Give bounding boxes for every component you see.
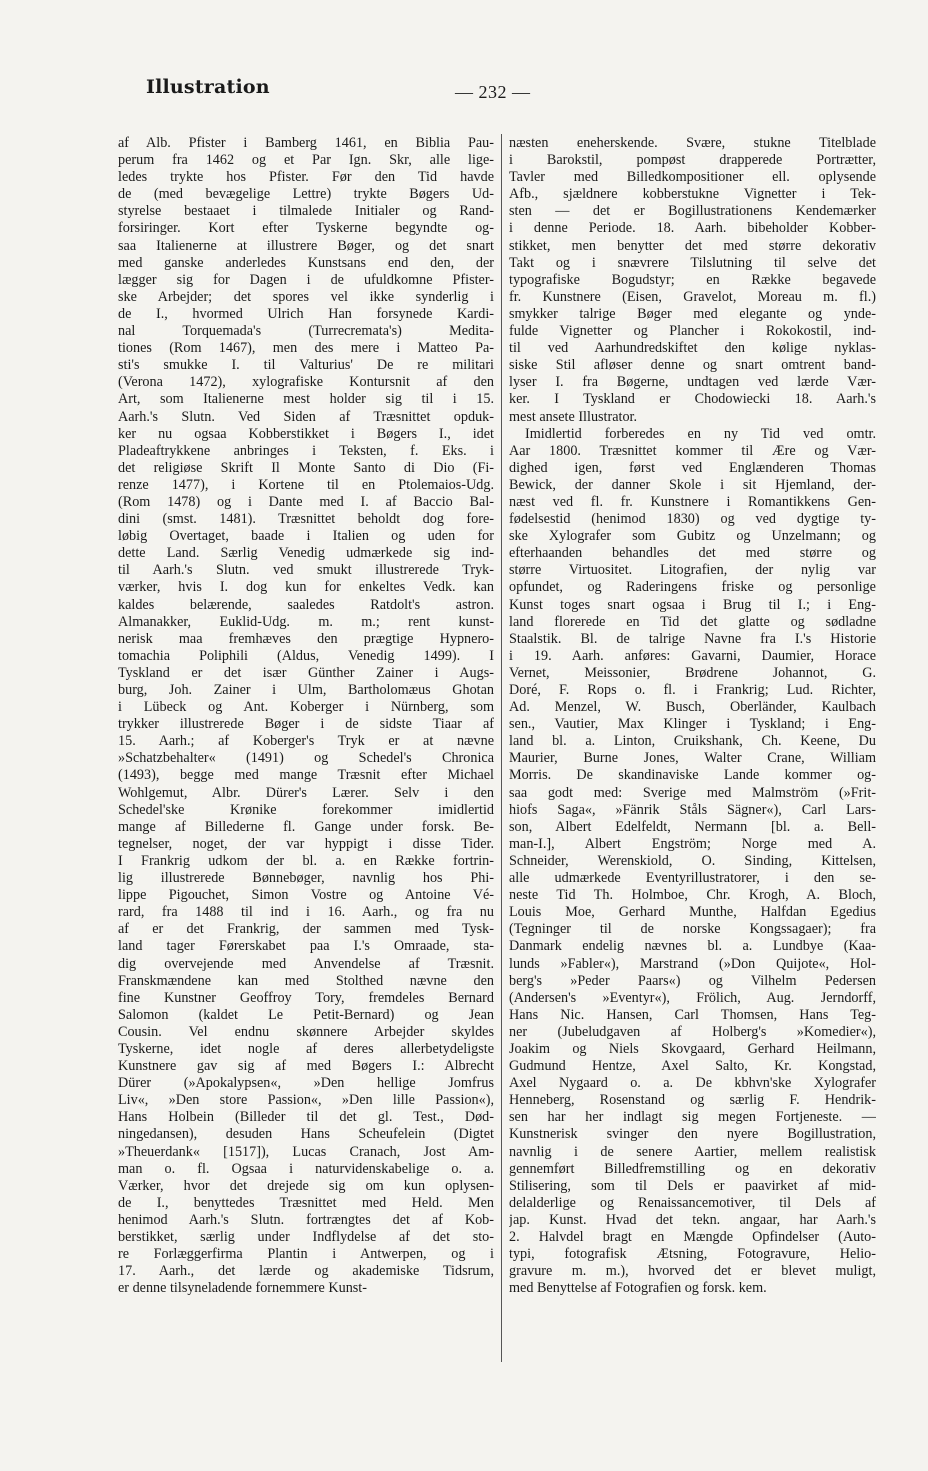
text-line: land florerede en Tid det glatte og sødladne: [509, 613, 876, 630]
text-line: Louis Moe, Gerhard Munthe, Halfdan Egedius: [509, 904, 876, 921]
text-line: Imidlertid forberedes en ny Tid ved omtr.: [525, 425, 876, 442]
text-line: berstikket, særlig under Indflydelse af det sto-: [118, 1229, 494, 1245]
text-line: fr. Kunstnere (Eisen, Gravelot, Moreau m. fl.): [509, 288, 876, 305]
text-line: land bl. a. Linton, Cruikshank, Ch. Keene, Du: [509, 733, 876, 750]
text-line: værker, hvis I. dog kun for enkeltes Vedk. kan: [118, 579, 494, 596]
text-line: efterhaanden behandles det med større og: [509, 545, 876, 562]
text-line: (Rom 1478) og i Dante med I. af Baccio Bal-: [118, 493, 494, 510]
text-line: (Andersen's »Eventyr«), Frölich, Aug. Jerndorff,: [509, 989, 876, 1006]
text-line: Vernet, Meissonier, Brødrene Johannot, G.: [509, 664, 876, 681]
text-line: Takt og i snævrere Tilslutning til selve det: [509, 254, 876, 271]
left-text-column: [118, 135, 494, 1297]
text-line: jap. Kunst. Hvad det tekn. angaar, har Aarh.'s: [509, 1211, 876, 1228]
text-line: navnlig i de senere Aartier, mellem realistisk: [509, 1143, 876, 1160]
text-line: Salomon (kaldet Le Petit-Bernard) og Jean: [118, 1006, 494, 1023]
running-headword: Illustration: [146, 76, 270, 98]
text-line: til Aarh.'s Slutn. ved smukt illustrerede Tryk-: [118, 562, 494, 579]
text-line: I Frankrig udkom der bl. a. en Række fortrin-: [118, 852, 494, 869]
text-line: fulde Vignetter og Plancher i Rokokostil, ind-: [509, 323, 876, 340]
text-line: ledes trykte hos Pfister. Før den Tid havde: [118, 169, 494, 186]
text-line: ske Xylografer som Gubitz og Unzelmann; og: [509, 528, 876, 545]
text-line: sen., Vautier, Max Klinger i Tyskland; i Eng-: [509, 716, 876, 733]
text-line: neste Tid Th. Holmboe, Chr. Krogh, A. Bloch,: [509, 887, 876, 904]
text-line: gennemført Billedfremstilling og en dekorativ: [509, 1160, 876, 1177]
text-line: stikket, men benytter det med større dekorativ: [509, 237, 876, 254]
text-line: siske Stil afløser denne og snart omtrent band-: [509, 357, 876, 374]
column-divider: [501, 134, 502, 1362]
text-line: smykker talrige Bøger med elegante og ynde-: [509, 305, 876, 322]
text-line: Tyskerne, idet nogle af deres allerbetydeligste: [118, 1040, 494, 1057]
text-line: 17. Aarh., det lærde og akademiske Tidsrum,: [118, 1263, 494, 1280]
text-line: kaldes belærende, saaledes Ratdolt's astron.: [118, 596, 494, 613]
text-line: man o. fl. Ogsaa i naturvidenskabelige o. a.: [118, 1160, 494, 1177]
text-line: Gudmund Hentze, Axel Salto, Kr. Kongstad,: [509, 1058, 876, 1075]
text-line: til ved Aarhundredskiftet den kølige nyklas-: [509, 340, 876, 357]
text-line: fine Kunstner Geoffroy Tory, fremdeles Bernard: [118, 989, 494, 1006]
text-line: land tager Førerskabet paa I.'s Omraade, sta-: [118, 938, 494, 955]
text-line: Pladeaftrykkene anbringes i Teksten, f. Eks. i: [118, 442, 494, 459]
text-line: Værker, hvor det drejede sig om kun oplysen-: [118, 1177, 494, 1194]
text-line: fødelsestid (henimod 1830) og ved dygtige ty-: [509, 511, 876, 528]
text-line: dette Land. Særlig Venedig udmærkede sig ind-: [118, 545, 494, 562]
text-line: saa Italienerne at illustrere Bøger, og det snart: [118, 237, 494, 254]
text-line: trykker illustrerede Bøger i de sidste Tiaar af: [118, 716, 494, 733]
text-line: tomachia Poliphili (Aldus, Venedig 1499). I: [118, 647, 494, 664]
text-line: berg's »Peder Paars«) og Vilhelm Pedersen: [509, 972, 876, 989]
text-line: Tavler med Billedkompositioner ell. oplysende: [509, 169, 876, 186]
text-line: med ganske anderledes Kunstsans end den, der: [118, 254, 494, 271]
text-line: lippe Pigouchet, Simon Vostre og Antoine Vé-: [118, 887, 494, 904]
text-line: Hans Holbein (Billeder til det gl. Test., Død-: [118, 1109, 494, 1126]
right-text-column: [509, 135, 876, 1297]
text-line: hiofs Saga«, »Fänrik Ståls Sägner«), Carl Lars-: [509, 801, 876, 818]
text-line: mest ansete Illustrator.: [509, 408, 638, 425]
text-line: lunds »Fabler«), Marstrand (»Don Quijote«, Hol-: [509, 955, 876, 972]
text-line: rard, fra 1488 til ind i 16. Aarh., og fra nu: [118, 904, 494, 921]
text-line: af Alb. Pfister i Bamberg 1461, en Biblia Pau-: [118, 135, 494, 151]
text-line: med Benyttelse af Fotografien og forsk. kem.: [509, 1280, 767, 1297]
text-line: nal Torquemada's (Turrecremata's) Medita-: [118, 323, 494, 340]
text-line: nerisk maa fremhæves den prægtige Hypnero-: [118, 630, 494, 647]
text-line: Dürer (»Apokalypsen«, »Den hellige Jomfrus: [118, 1075, 494, 1092]
text-line: »Theuerdank« [1517]), Lucas Cranach, Jost Am-: [118, 1143, 494, 1160]
text-line: næst ved fl. fr. Kunstnere i Romantikkens Gen-: [509, 493, 876, 510]
text-line: Bewick, der danner Skole i sit Hjemland, der-: [509, 476, 876, 493]
text-line: renze 1477), i Kortene til en Ptolemaios-Udg.: [118, 476, 494, 493]
text-line: alle udmærkede Eventyrillustratorer, i den se-: [509, 870, 876, 887]
text-line: 2. Halvdel bragt en Mængde Opfindelser (Auto-: [509, 1229, 876, 1245]
text-line: lyser I. fra Bøgerne, undtagen ved lærde Vær-: [509, 374, 876, 391]
text-line: Franskmændene kan med Stolthed nævne den: [118, 972, 494, 989]
text-line: 15. Aarh.; af Koberger's Tryk er at nævne: [118, 733, 494, 750]
text-line: Staalstik. Bl. de talrige Navne fra I.'s Historie: [509, 630, 876, 647]
text-line: af er det Frankrig, der sammen med Tysk-: [118, 921, 494, 938]
text-line: sen har her indlagt sig megen Fortjeneste. —: [509, 1109, 876, 1126]
text-line: son, Albert Edelfeldt, Nermann [bl. a. Bell-: [509, 818, 876, 835]
text-line: i Lübeck og Ant. Koberger i Nürnberg, som: [118, 699, 494, 716]
text-line: burg, Joh. Zainer i Ulm, Bartholomæus Ghotan: [118, 682, 494, 698]
text-line: mange af Billederne fl. Gange under forsk. Be-: [118, 818, 494, 835]
text-line: lægger sig for Dagen i de ufuldkomne Pfister-: [118, 271, 494, 288]
text-line: perum fra 1462 og et Par Ign. Skr, alle lige-: [118, 152, 494, 169]
page-number: — 232 —: [455, 82, 531, 102]
text-line: Cousin. Vel endnu skønnere Arbejder skyldes: [118, 1023, 494, 1040]
text-line: de I., hvormed Ulrich Han forsynede Kardi-: [118, 305, 494, 322]
text-line: Art, som Italienerne mest holder sig til i 15.: [118, 391, 494, 408]
text-line: Kunstnerisk svinger den nyere Bogillustration,: [509, 1126, 876, 1143]
text-line: Aarh.'s Slutn. Ved Siden af Træsnittet opduk-: [118, 408, 494, 425]
text-line: løbig Overtaget, baade i Italien og uden for: [118, 528, 494, 545]
text-line: i Barokstil, pompøst drapperede Portrætter,: [509, 152, 876, 169]
text-line: er denne tilsyneladende fornemmere Kunst-: [118, 1280, 367, 1297]
text-line: man-I.], Albert Engström; Norge med A.: [509, 835, 876, 852]
text-line: lig illustrerede Bønnebøger, navnlig hos Phi-: [118, 870, 494, 887]
text-line: Henneberg, Rosenstand og særlig F. Hendrik-: [509, 1092, 876, 1109]
text-line: (Tegninger til de norske Kongssagaer); fra: [509, 921, 876, 938]
text-line: Kunstnere gav sig af med Bøgers I.: Albrecht: [118, 1058, 494, 1075]
text-line: større Virtuositet. Litografien, der nylig var: [509, 562, 876, 579]
text-line: Afb., sjældnere kobberstukne Vignetter i Tek-: [509, 186, 876, 203]
text-line: re Forlæggerfirma Plantin i Antwerpen, og i: [118, 1246, 494, 1263]
text-line: dighed igen, først ved Englænderen Thomas: [509, 459, 876, 476]
text-line: Schedel'ske Krønike forekommer imidlertid: [118, 801, 494, 818]
text-line: de I., benyttedes Træsnittet med Held. Men: [118, 1194, 494, 1211]
text-line: ner (Jubeludgaven af Holberg's »Komedier«),: [509, 1023, 876, 1040]
text-line: ske Arbejder; det spores vel ikke synderlig i: [118, 288, 494, 305]
text-line: styrelse bestaaet i tilmalede Initialer og Rand-: [118, 203, 494, 220]
text-line: typografiske Bogudstyr; en Række begavede: [509, 271, 876, 288]
text-line: saa godt med: Sverige med Malmström (»Frit-: [509, 784, 876, 801]
text-line: gravure m. m.), hvorved det er blevet muligt,: [509, 1263, 876, 1280]
text-line: Maurier, Burne Jones, Walter Crane, William: [509, 750, 876, 767]
text-line: (Verona 1472), xylografiske Kontursnit af den: [118, 374, 494, 391]
text-line: ker nu ogsaa Kobberstikket i Bøgers I., idet: [118, 425, 494, 442]
text-line: i denne Periode. 18. Aarh. bibeholder Kobber-: [509, 220, 876, 237]
text-line: Danmark endelig nævnes bl. a. Lundbye (Kaa-: [509, 938, 876, 955]
text-line: Almanakker, Euklid-Udg. m. m.; rent kunst-: [118, 613, 494, 630]
text-line: Liv«, »Den store Passion«, »Den lille Passion«),: [118, 1092, 494, 1109]
text-line: Wohlgemut, Albr. Dürer's Lærer. Selv i den: [118, 784, 494, 801]
text-line: delalderlige og Renaissancemotiver, til Dels af: [509, 1194, 876, 1211]
text-line: tiones (Rom 1467), men des mere i Matteo Pa-: [118, 340, 494, 357]
text-line: sten — det er Bogillustrationens Kendemærker: [509, 203, 876, 220]
text-line: typi, fotografisk Ætsning, Fotogravure, Helio-: [509, 1246, 876, 1263]
text-line: henimod Aarh.'s Slutn. fortrængtes det af Kob-: [118, 1211, 494, 1228]
text-line: Hans Nic. Hansen, Carl Thomsen, Hans Teg-: [509, 1006, 876, 1023]
text-line: tegnelser, noget, der var hyppigt i disse Tider.: [118, 835, 494, 852]
text-line: Morris. De skandinaviske Lande kommer og-: [509, 767, 876, 784]
text-line: ker. I Tyskland er Chodowiecki 18. Aarh.'s: [509, 391, 876, 408]
text-line: sti's smukke I. til Valturius' De re militari: [118, 357, 494, 374]
text-line: Tyskland er det især Günther Zainer i Augs-: [118, 664, 494, 681]
text-line: Kunst toges snart ogsaa i Brug til I.; i Eng-: [509, 596, 876, 613]
text-line: Schneider, Werenskiold, O. Sinding, Kittelsen,: [509, 852, 876, 869]
text-line: ningedansen), desuden Hans Scheufelein (Digtet: [118, 1126, 494, 1143]
text-line: »Schatzbehalter« (1491) og Schedel's Chronica: [118, 750, 494, 767]
text-line: Ad. Menzel, W. Busch, Oberländer, Kaulbach: [509, 699, 876, 716]
text-line: forsiringer. Kort efter Tyskerne begyndte og-: [118, 220, 494, 237]
text-line: opfundet, og Raderingens friske og personlige: [509, 579, 876, 596]
text-line: dig overvejende med Anvendelse af Træsnit.: [118, 955, 494, 972]
text-line: Doré, F. Rops o. fl. i Frankrig; Lud. Richter,: [509, 682, 876, 698]
text-line: næsten eneherskende. Svære, stukne Titelblade: [509, 135, 876, 151]
text-line: Aar 1800. Træsnittet kommer til Ære og Vær-: [509, 442, 876, 459]
text-line: Axel Nygaard o. a. De kbhvn'ske Xylografer: [509, 1075, 876, 1092]
text-line: i 19. Aarh. anføres: Gavarni, Daumier, Horace: [509, 647, 876, 664]
text-line: det religiøse Skrift Il Monte Santo di Dio (Fi-: [118, 459, 494, 476]
text-line: Joakim og Niels Skovgaard, Gerhard Heilmann,: [509, 1040, 876, 1057]
text-line: (1493), begge med mange Træsnit efter Michael: [118, 767, 494, 784]
text-line: Stilisering, som til Dels er paavirket af mid-: [509, 1177, 876, 1194]
text-line: de (med bevægelige Lettre) trykte Bøgers Ud-: [118, 186, 494, 203]
text-line: dini (smst. 1481). Træsnittet beholdt dog fore-: [118, 511, 494, 528]
